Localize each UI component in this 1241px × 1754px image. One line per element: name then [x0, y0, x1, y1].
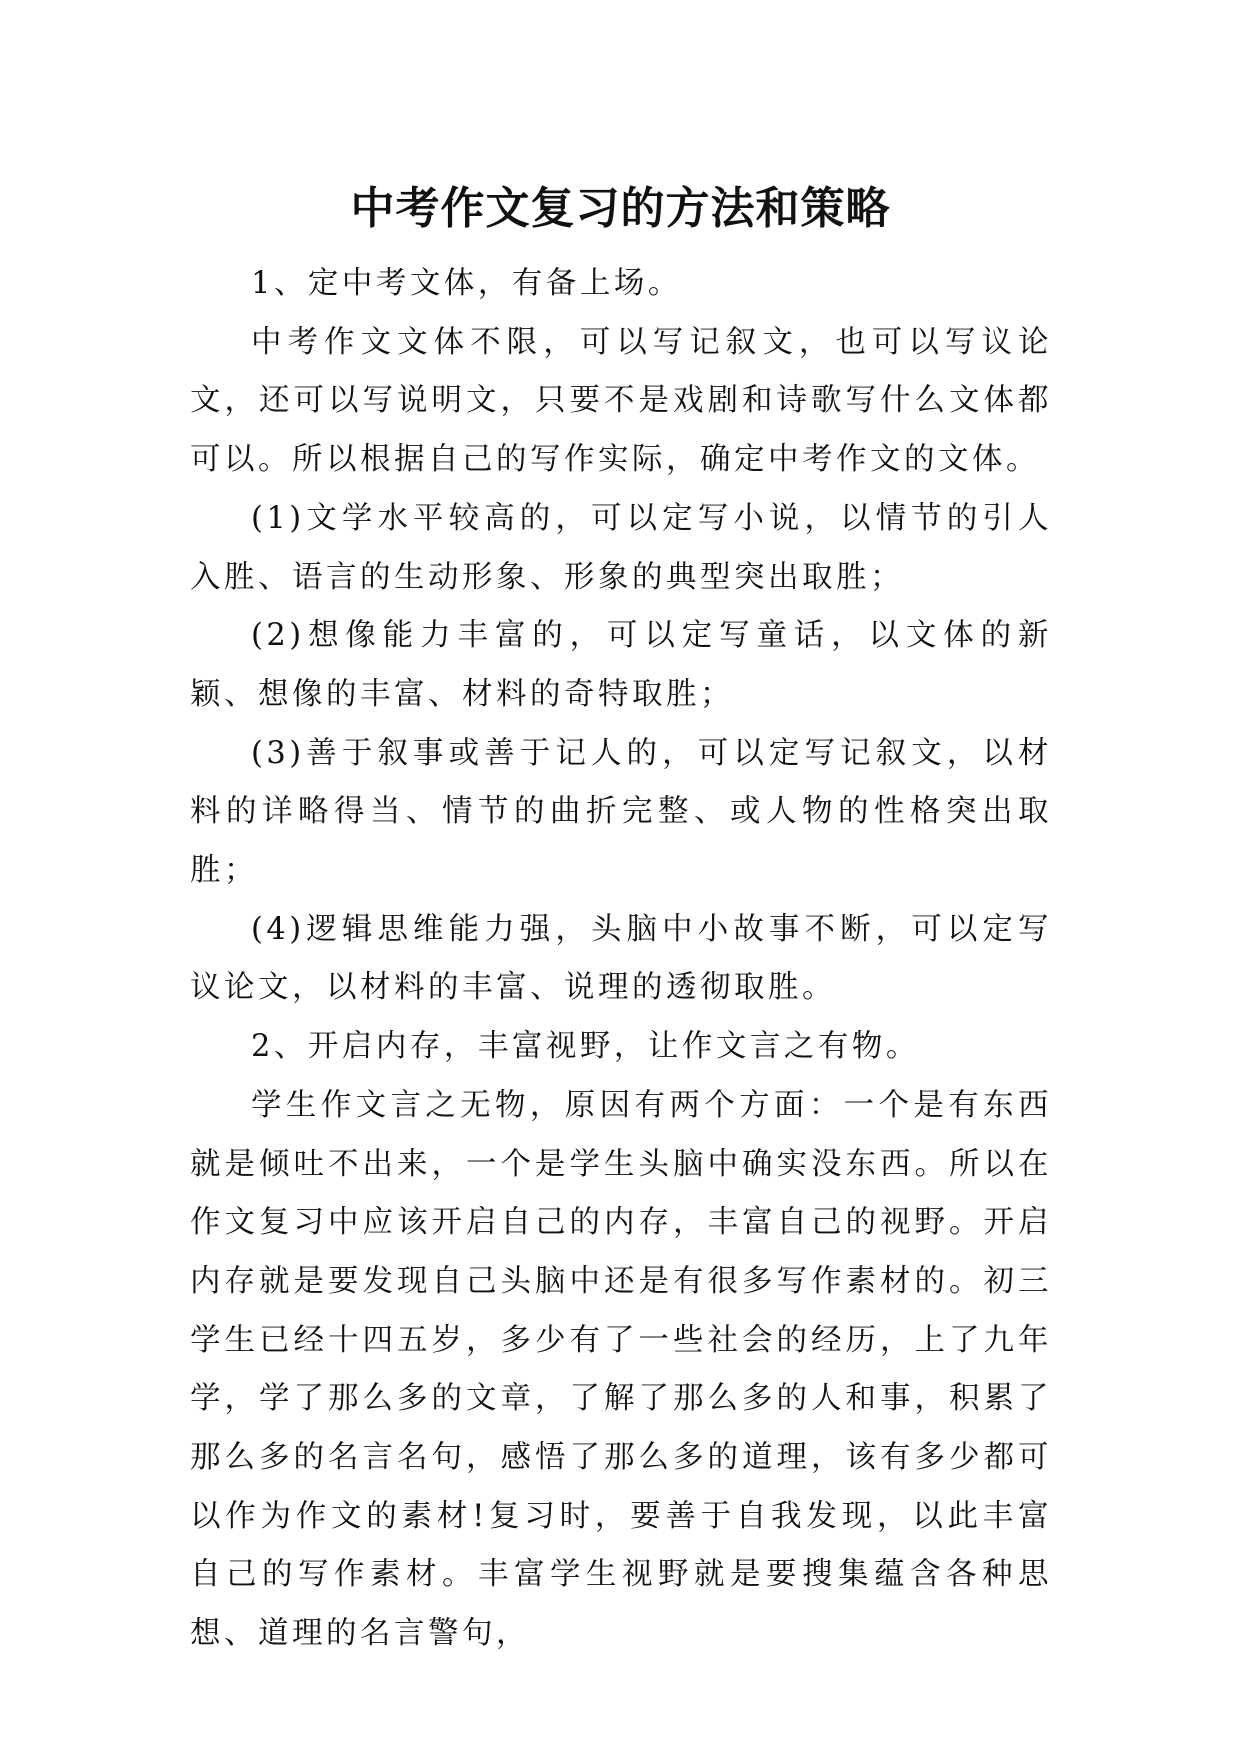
paragraph-genre-intro: 中考作文文体不限，可以写记叙文，也可以写议论文，还可以写说明文，只要不是戏剧和诗歌写什么文体都可以。所以根据自己的写作实际，确定中考作文的文体。 — [190, 324, 1052, 478]
document-body — [190, 255, 1052, 1664]
paragraph-item-3: (3)善于叙事或善于记人的，可以定写记叙文，以材料的详略得当、情节的曲折完整、或人物的性格突出取胜； — [190, 735, 1052, 889]
paragraph-section-2-body: 学生作文言之无物，原因有两个方面：一个是有东西就是倾吐不出来，一个是学生头脑中确实没东西。所以在作文复习中应该开启自己的内存，丰富自己的视野。开启内存就是要发现自己头脑中还是有很多写作素材的。初三学生已经十四五岁，多少有了一些社会的经历，上了九年学，学了那么多的文章，了解了那么多的人和事，积累了那么多的名言名句，感悟了那么多的道理，该有多少都可以作为作文的素材!复习时，要善于自我发现，以此丰富自己的写作素材。丰富学生视野就是要搜集蕴含各种思想、道理的名言警句， — [190, 1087, 1052, 1652]
paragraph-section-2-heading: 2、开启内存，丰富视野，让作文言之有物。 — [251, 1029, 920, 1065]
paragraph-item-4: (4)逻辑思维能力强，头脑中小故事不断，可以定写议论文，以材料的丰富、说理的透彻取胜。 — [190, 911, 1052, 1006]
paragraph-item-2: (2)想像能力丰富的，可以定写童话，以文体的新颖、想像的丰富、材料的奇特取胜； — [190, 618, 1052, 712]
paragraph-section-1-heading: 1、定中考文体，有备上场。 — [251, 266, 682, 301]
page-title: 中考作文复习的方法和策略 — [350, 183, 891, 235]
paragraph-item-1: (1)文学水平较高的，可以定写小说，以情节的引人入胜、语言的生动形象、形象的典型突出取胜； — [190, 500, 1052, 595]
